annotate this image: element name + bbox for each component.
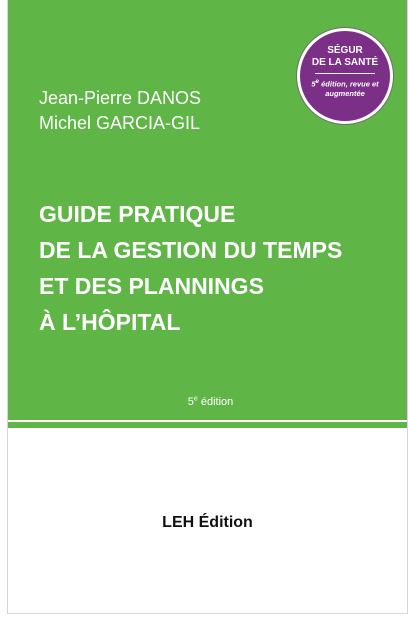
title-line: À L’HÔPITAL: [39, 309, 181, 335]
badge-note: [300, 77, 390, 98]
badge-divider: [315, 73, 375, 74]
green-divider-stripe: [8, 422, 407, 428]
publisher-name: LEH Édition: [162, 514, 253, 531]
author-name: Michel GARCIA-GIL: [39, 113, 201, 133]
badge-title-line1: SÉGUR: [327, 45, 363, 56]
segur-badge: [297, 28, 393, 124]
book-title: [39, 196, 399, 340]
edition-label: [8, 396, 407, 408]
book-cover: [7, 0, 408, 614]
badge-title-line2: DE LA SANTÉ: [311, 57, 379, 68]
badge-note-number: 5: [311, 79, 316, 89]
authors-block: [39, 86, 201, 136]
badge-note-text: édition, revue et augmentée: [321, 79, 379, 98]
author-name: Jean-Pierre DANOS: [39, 88, 202, 108]
badge-note-suffix: e: [315, 78, 320, 85]
edition-number: 5: [187, 396, 194, 408]
edition-text: édition: [200, 396, 234, 408]
cover-green-panel: [8, 0, 407, 420]
title-line: DE LA GESTION DU TEMPS: [39, 237, 343, 263]
title-line: ET DES PLANNINGS: [39, 273, 264, 299]
edition-suffix: e: [193, 395, 198, 403]
title-line: GUIDE PRATIQUE: [39, 201, 236, 227]
